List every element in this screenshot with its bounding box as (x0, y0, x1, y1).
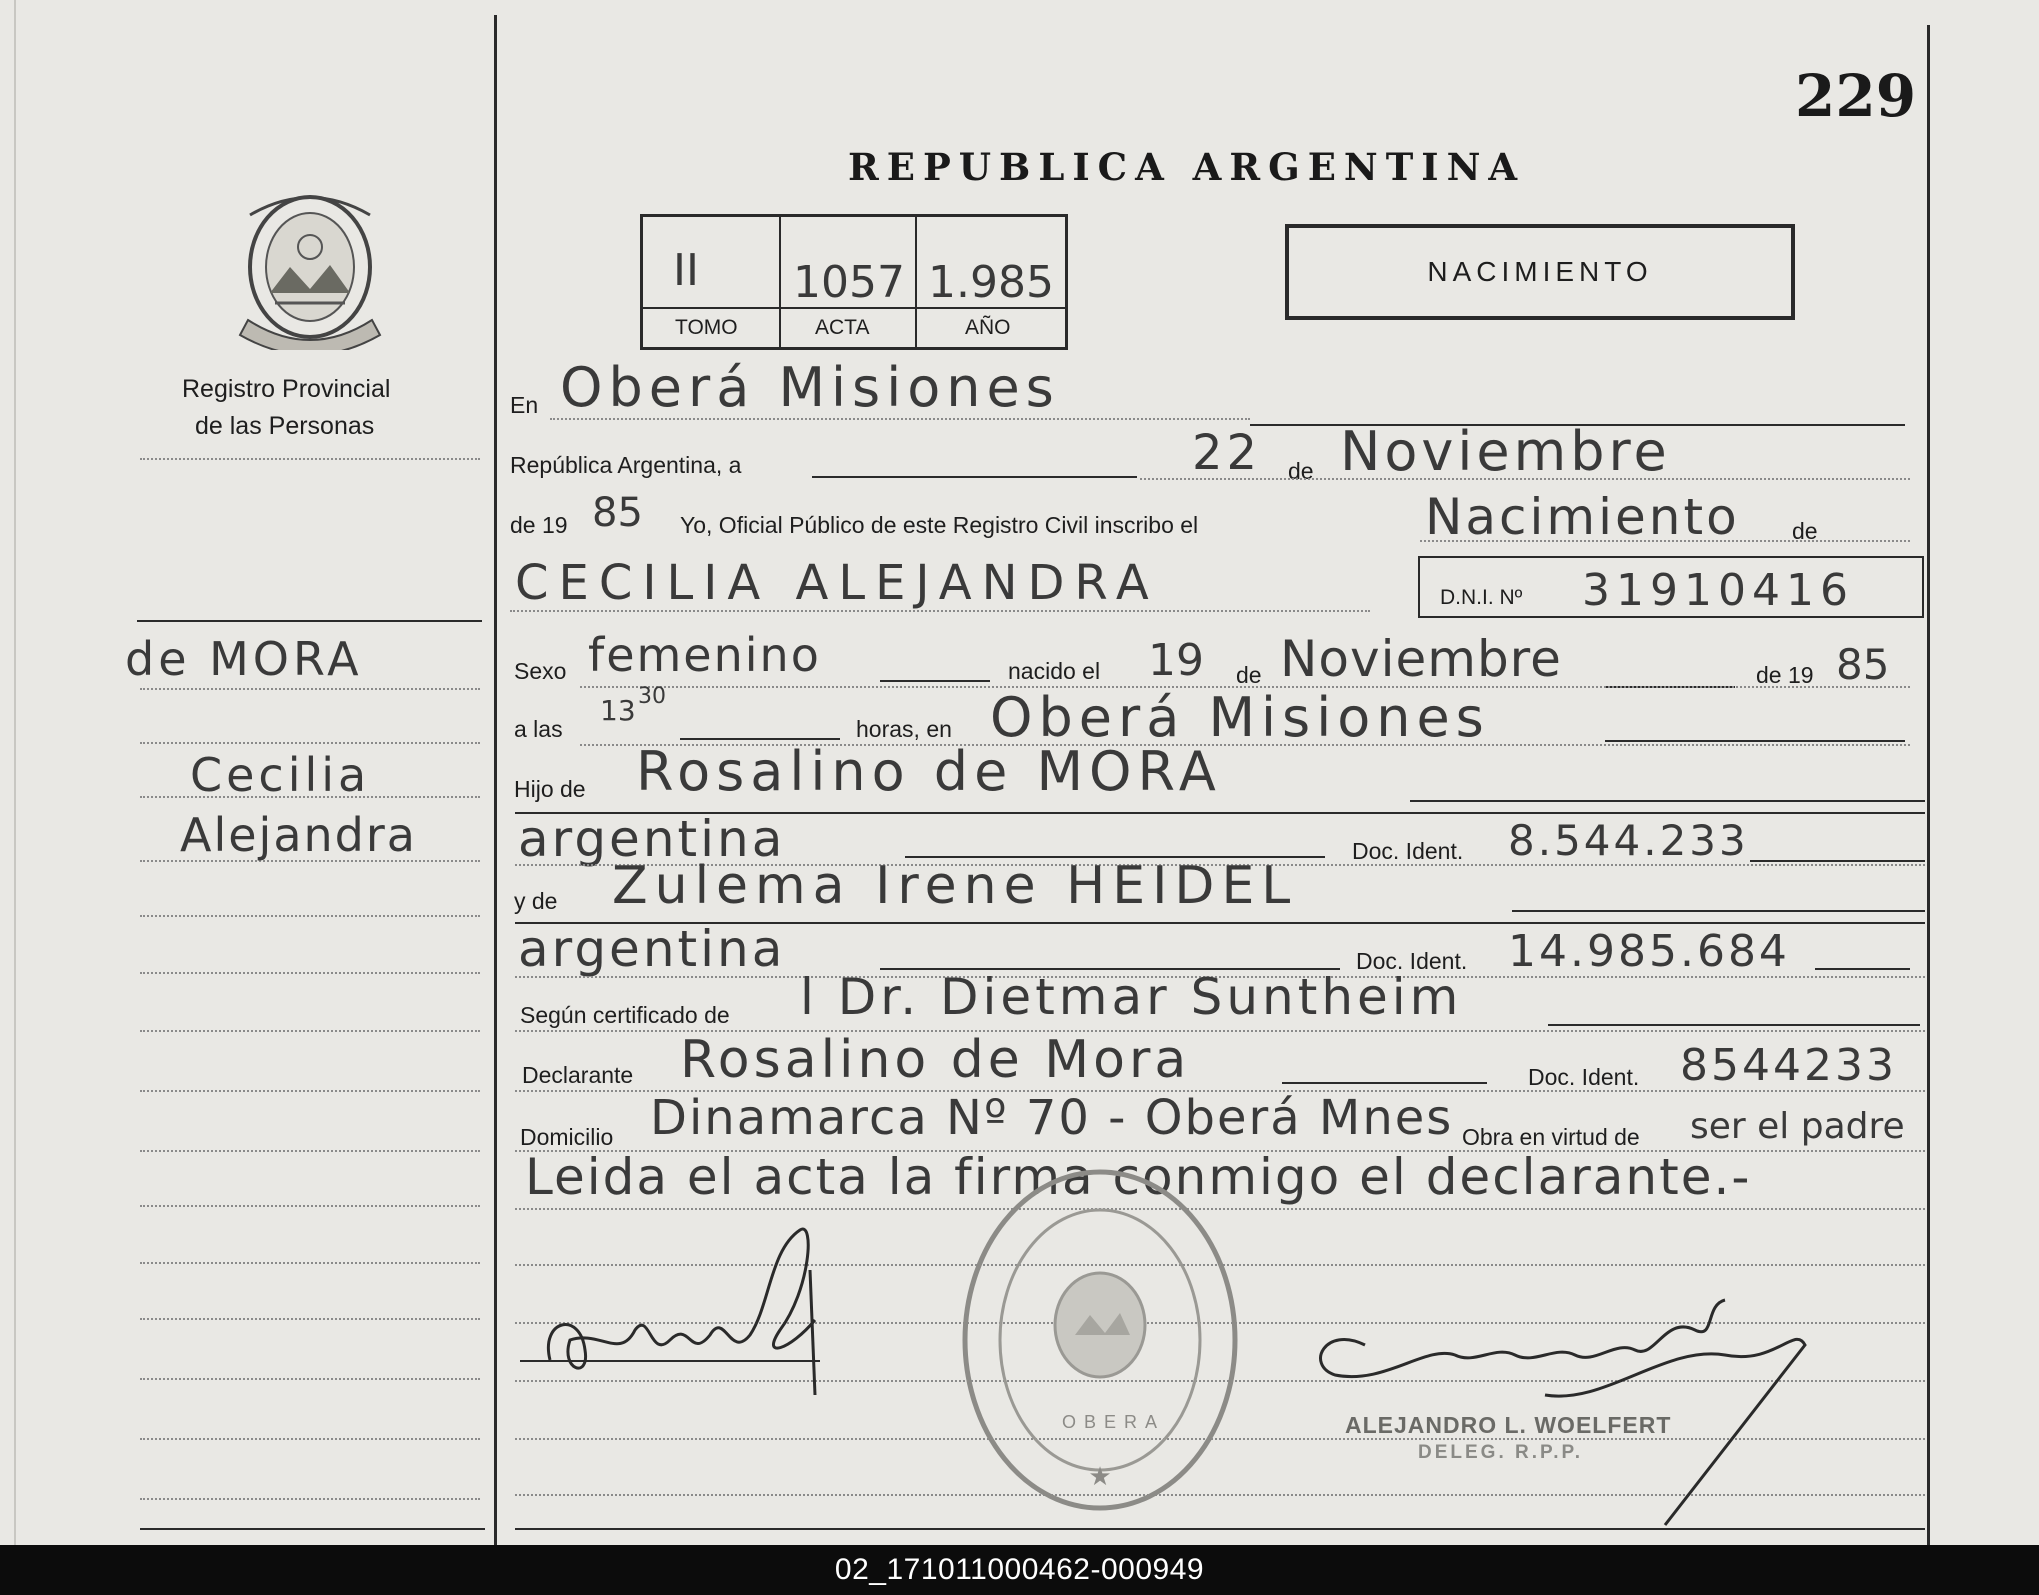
father-doc: 8.544.233 (1508, 816, 1749, 865)
officer-title: DELEG. R.P.P. (1418, 1442, 1584, 1463)
declarant-signature (540, 1210, 880, 1400)
certificado-value: l Dr. Dietmar Suntheim (800, 968, 1463, 1026)
page-number: 229 (1795, 62, 1917, 130)
mother-fill-line (1512, 910, 1925, 912)
registry-name-line1: Registro Provincial (182, 375, 391, 403)
sidebar-dotted-line (140, 1318, 480, 1320)
certificado-fill-line (1548, 1024, 1920, 1026)
declarante-doc: 8544233 (1680, 1040, 1897, 1091)
birth-place-fill-line (1605, 740, 1905, 742)
oficial-text: Yo, Oficial Público de este Registro Civil inscribo el (680, 512, 1199, 538)
inscribe-value: Nacimiento (1425, 488, 1740, 546)
domicilio-value: Dinamarca Nº 70 - Oberá Mnes (650, 1090, 1454, 1146)
tomo-value: II (673, 245, 699, 296)
official-stamp (955, 1155, 1245, 1515)
province-seal-icon (230, 185, 390, 350)
dni-value: 31910416 (1582, 565, 1854, 616)
declarante-value: Rosalino de Mora (680, 1030, 1191, 1090)
obra-value: ser el padre (1690, 1106, 1905, 1147)
declarante-doc-label: Doc. Ident. (1528, 1064, 1640, 1090)
father-nationality: argentina (518, 810, 786, 868)
father-doc-label: Doc. Ident. (1352, 838, 1464, 864)
mother-doc-fill-line (1815, 968, 1910, 970)
de-label: de (1288, 458, 1314, 484)
domicilio-label: Domicilio (520, 1124, 614, 1150)
sidebar-dotted-line (140, 1438, 480, 1440)
sidebar-dotted-line (140, 1378, 480, 1380)
sidebar-dotted-line (140, 1498, 480, 1500)
year-value: 85 (592, 490, 643, 536)
certificado-label: Según certificado de (520, 1002, 730, 1028)
sidebar-dotted-line (140, 742, 480, 744)
officer-signature (1305, 1285, 1825, 1535)
sidebar-dotted-line (140, 1090, 480, 1092)
sidebar-dotted-line (140, 915, 480, 917)
acta-value: 1057 (793, 257, 905, 308)
sexo-fill-line (880, 680, 990, 682)
binding-edge (14, 0, 16, 1545)
tomo-label: TOMO (675, 316, 738, 339)
en-label: En (510, 392, 539, 418)
mother-nationality: argentina (518, 920, 786, 978)
closing-text: Leida el acta la firma conmigo el declarante.- (525, 1148, 1752, 1206)
minute-value: 30 (638, 684, 666, 709)
day-value: 22 (1192, 425, 1262, 481)
ano-label: AÑO (965, 316, 1011, 339)
act-type-box (1285, 224, 1795, 320)
birth-month: Noviembre (1280, 630, 1562, 688)
alas-label: a las (514, 716, 563, 742)
margin-given-name-1: Cecilia (190, 748, 371, 802)
horas-label: horas, en (856, 716, 952, 742)
sexo-value: femenino (588, 628, 821, 682)
month-value: Noviembre (1340, 420, 1671, 483)
tomo-acta-ano-box (640, 214, 1068, 350)
inscribe-dotted-line (1420, 540, 1910, 542)
act-type-label: NACIMIENTO (1427, 256, 1653, 287)
ano-value: 1.985 (928, 257, 1054, 308)
registry-name-line2: de las Personas (195, 412, 375, 440)
obra-label: Obra en virtud de (1462, 1124, 1640, 1150)
father-fill-line (1410, 800, 1925, 802)
sidebar-dotted-line (140, 688, 480, 690)
sidebar-bottom-rule (140, 1528, 485, 1530)
sidebar-dotted-line (140, 972, 480, 974)
child-name: CECILIA ALEJANDRA (515, 555, 1159, 611)
date-fill-line (812, 476, 1137, 478)
left-margin-rule (494, 15, 497, 1545)
father-name: Rosalino de MORA (636, 740, 1222, 803)
country-title: REPUBLICA ARGENTINA (848, 145, 1526, 189)
birth-place: Oberá Misiones (990, 686, 1490, 749)
year-prefix: de 19 (510, 512, 568, 538)
yde-label: y de (514, 888, 558, 914)
mother-doc-label: Doc. Ident. (1356, 948, 1468, 974)
stamp-city: OBERA (1062, 1412, 1166, 1432)
birth-year: 85 (1836, 640, 1890, 689)
de-label-2: de (1792, 518, 1818, 544)
birth-year-prefix: de 19 (1756, 662, 1814, 688)
republica-label: República Argentina, a (510, 452, 742, 478)
sidebar-dotted-line (140, 1150, 480, 1152)
hijo-label: Hijo de (514, 776, 586, 802)
sidebar-dotted-line (140, 1262, 480, 1264)
declarante-label: Declarante (522, 1062, 634, 1088)
sidebar-dotted-line (140, 1205, 480, 1207)
nacido-label: nacido el (1008, 658, 1101, 684)
sidebar-dotted-line (140, 1030, 480, 1032)
scan-id-footer: 02_171011000462-000949 (0, 1545, 2039, 1595)
declarante-fill-line (1282, 1082, 1487, 1084)
en-dotted-line (550, 418, 1250, 420)
dni-label: D.N.I. Nº (1440, 586, 1523, 609)
sexo-label: Sexo (514, 658, 567, 684)
name-dotted-line (510, 610, 1370, 612)
mother-doc: 14.985.684 (1508, 926, 1790, 977)
officer-name: ALEJANDRO L. WOELFERT (1345, 1412, 1672, 1438)
place-value: Oberá Misiones (560, 356, 1060, 419)
right-margin-rule (1927, 25, 1930, 1545)
margin-given-name-2: Alejandra (180, 808, 417, 862)
sidebar-rule (137, 620, 482, 622)
hour-value: 13 (600, 694, 636, 727)
birth-de-label: de (1236, 662, 1262, 688)
father-doc-fill-line (1750, 860, 1925, 862)
svg-text:★: ★ (1088, 1461, 1112, 1491)
birth-day: 19 (1148, 635, 1204, 686)
margin-surname: de MORA (125, 632, 363, 686)
month-dotted-line (1140, 478, 1910, 480)
sidebar-dotted-line (140, 458, 480, 460)
mother-name: Zulema Irene HEIDEL (612, 856, 1298, 916)
acta-label: ACTA (815, 316, 870, 339)
